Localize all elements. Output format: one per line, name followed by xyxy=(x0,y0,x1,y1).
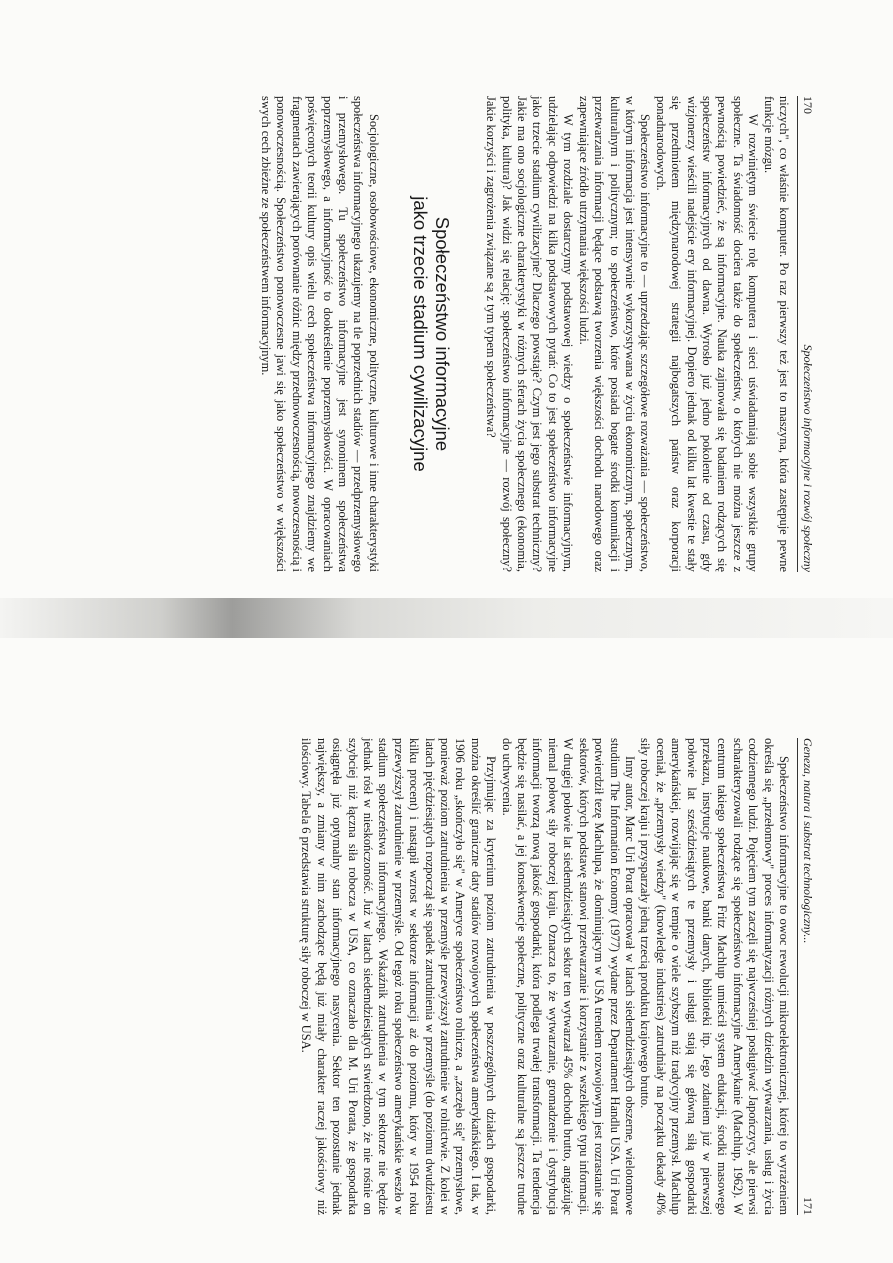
section-heading-line: Społeczeństwo informacyjne xyxy=(431,216,453,452)
paragraph: W rozwiniętym świecie rolę komputera i sieci uświadamiają sobie wszystkie grupy społeczne. Ta świadomość dociera także do społeczeństw, o których nie można jeszcze z pewnością powiedzieć, że są informacyjne. Nauka zajmowała się badaniem rodzących się społeczeństw informacyjnych od dawna. Wyrosło już jedno pokolenie od czasu, gdy wizjonerzy wieścili nadejście ery informacyjnej. Dopiero jednak od kilku lat kwestie te stały się przedmiotem międzynarodowej strategii najbogatszych państw oraz korporacji ponadnarodowych. xyxy=(653,96,761,572)
left-page xyxy=(0,0,893,610)
running-header-left xyxy=(797,96,815,572)
running-head-title: Geneza, natura i substrat technologiczny... xyxy=(801,738,815,944)
running-head-title: Społeczeństwo informacyjne i rozwój społeczny xyxy=(801,344,815,572)
paragraph: Społeczeństwo informacyjne to owoc rewolucji mikroelektronicznej, której to wyrażeniem określa się „przełomowy" proces informatyzacji różnych dziedzin wytwarzania, usług i życia codziennego ludzi. Pojęciem tym zaczęli się najwcześniej posługiwać Japończycy, ale pierwsi scharakteryzowali rodzące się społeczeństwo informacyjne Amerykanie (Machlup, 1962). W centrum takiego społeczeństwa Fritz Machlup umieścił system edukacji, środki masowego przekazu, instytucje naukowe, banki danych, biblioteki itp. Jego zdaniem już w pierwszej połowie lat sześćdziesiątych te przemysły i usługi stają się główną siłą gospodarki amerykańskiej, rozwijając się w tempie o wiele szybszym niż tradycyjny przemysł. Machlup oceniał, że „przemysły wiedzy" (knowledge industries) zatrudniały na początku dekady 40% siły roboczej kraju i przysparzały jedną trzecią produktu krajowego brutto. xyxy=(638,738,791,1215)
section-heading xyxy=(409,96,453,572)
section-heading-line: jako trzecie stadium cywilizacyjne xyxy=(409,196,431,472)
running-header-right xyxy=(797,738,815,1215)
paragraph: niczych", co właśnie komputer. Po raz pierwszy też jest to maszyna, która zastępuje pewne funkcje mózgu. xyxy=(761,96,791,572)
paragraph: Przyjmując za kryterium poziom zatrudnienia w poszczególnych działach gospodarki, można określić graniczne daty stadiów rozwojowych społeczeństwa amerykańskiego. I tak, w 1906 roku „skończyło się" w Ameryce społeczeństwo rolnicze, a „zaczęło się" przemysłowe, ponieważ poziom zatrudnienia w przemyśle przewyższył zatrudnienie w rolnictwie. Z kolei w latach pięćdziesiątych rozpoczął się spadek zatrudnienia w przemyśle (do poziomu dwudziestu kilku procent) i nastąpił wzrost w sektorze informacji aż do poziomu, który w 1954 roku przewyższył zatrudnienie w przemyśle. Od tegoż roku społeczeństwo amerykańskie weszło w stadium społeczeństwa informacyjnego. Wskaźnik zatrudnienia w tym sektorze nie będzie jednak rósł w nieskończoność. Już w latach siedemdziesiątych stwierdzono, że nie rośnie on szybciej niż łączna siła robocza w USA, co oznaczało dla M. Uri Porata, że gospodarka osiągnęła już optymalny stan informacyjnego nasycenia. Sektor ten pozostanie jednak największy, a zmiany w nim zachodzące będą już miały charakter raczej jakościowy niż ilościowy. Tabela 6 przedstawia strukturę siły roboczej w USA. xyxy=(299,738,499,1215)
page-number: 171 xyxy=(801,1197,815,1215)
page-number: 170 xyxy=(801,96,815,114)
paragraph: Inny autor, Marc Uri Porat opracował w latach siedemdziesiątych obszerne, wielotomowe studium The Information Economy (1977) wydane przez Departament Handlu USA. Uri Porat potwierdził tezę Machlupa, że dominującym w USA trendem rozwojowym jest rozrastanie się sektorów, których podstawę stanowi przetwarzanie i korzystanie z wszelkiego typu informacji. W drugiej połowie lat siedemdziesiątych sektor ten wytwarzał 45% dochodu brutto, angażując niemal połowę siły roboczej kraju. Oznacza to, że wytwarzanie, gromadzenie i dystrybucja informacji tworzą nową jakość gospodarki, która podlega trwałej transformacji. Ta tendencja będzie się nasilać, a jej konsekwencje społeczne, polityczne oraz kulturalne są jeszcze trudne do uchwycenia. xyxy=(499,738,637,1215)
right-page xyxy=(0,640,893,1263)
paragraph: W tym rozdziale dostarczymy podstawowej wiedzy o społeczeństwie informacyjnym, udzielając odpowiedzi na kilka podstawowych pytań: Co to jest społeczeństwo informacyjne jako trzecie stadium cywilizacyjne? Dlaczego powstaje? Czym jest jego substrat techniczny? Jakie ma ono socjologiczne charakterystyki w różnych sferach życia społecznego (ekonomia, polityka, kultura)? Jak widzi się relację: społeczeństwo informacyjne — rozwój społeczny? Jakie korzyści i zagrożenia związane są z tym typem społeczeństwa? xyxy=(484,96,576,572)
paragraph: Społeczeństwo informacyjne to — uprzedzając szczegółowe rozważania — społeczeństwo, w którym informacja jest intensywnie wykorzystywana w życiu ekonomicznym, społecznym, kulturalnym i politycznym; to społeczeństwo, które posiada bogate środki komunikacji i przetwarzania informacji będące podstawą tworzenia większości dochodu narodowego oraz zapewniające źródło utrzymania większości ludzi. xyxy=(576,96,653,572)
paragraph: Socjologiczne, osobowościowe, ekonomiczne, polityczne, kulturowe i inne charakterystyki społeczeństwa informacyjnego ukazujemy na tle poprzednich stadiów — przedprzemysłowego i przemysłowego. Tu społeczeństwo informacyjne jest synonimem społeczeństwa poprzemysłowego, a informacyjność to dookreślenie poprzemysłowości. W opracowaniach poświęconych teorii kultury opis wielu cech społeczeństwa informacyjnego znajdziemy we fragmentach zawierających porównanie różnic między przednowoczesnością, nowoczesnością i ponowoczesnością. Społeczeństwo ponowoczesne jawi się jako społeczeństwo w większości swych cech zbieżne ze społeczeństwem informacyjnym. xyxy=(259,96,381,572)
